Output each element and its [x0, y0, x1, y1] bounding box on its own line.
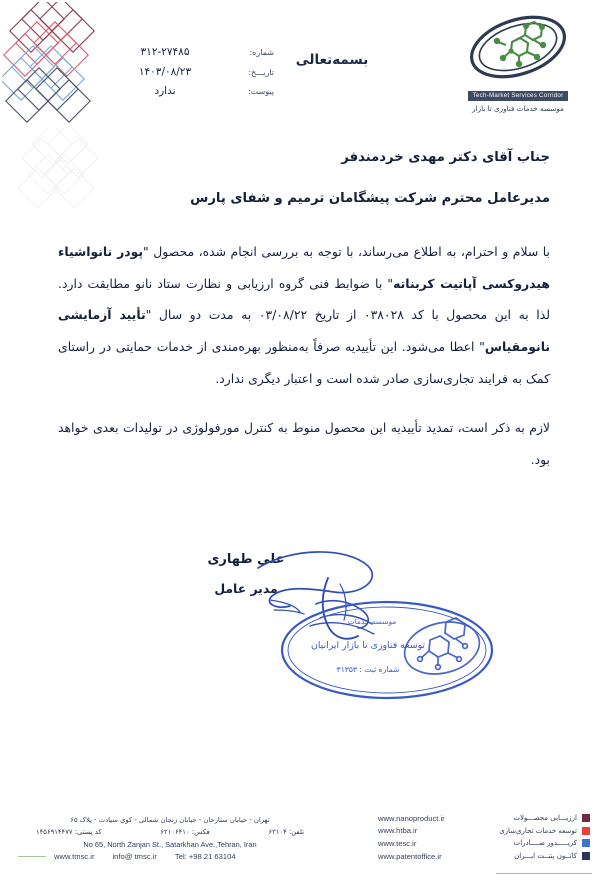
footer-fax-label: فکس:: [191, 828, 210, 837]
body-paragraph-2: لازم به ذکر است، تمدید تأییدیه این محصول منوط به کنترل مورفولوژی در تولیدات بعدی خواهد بود.: [58, 420, 550, 467]
footer-link-item[interactable]: [372, 812, 590, 825]
letterhead: [0, 0, 600, 140]
footer-link-label: ارزیـــابی محصـــولات: [513, 814, 577, 823]
paragraph1-text-1: با سلام و احترام، به اطلاع می‌رساند، با توجه به بررسی انجام شده، محصول ": [143, 244, 551, 259]
footer-link-label: توسعه خدمات تجاری‌سازی: [499, 826, 577, 835]
footer-address-english: No 65, North Zanjan St., Satarkhan Ave.,Tehran, Iran: [83, 840, 257, 850]
signer-title: مدیر عامل: [214, 581, 278, 596]
meta-row-date: [104, 66, 274, 78]
footer-website-link[interactable]: www.tmsc.ir: [54, 852, 95, 861]
paragraph1-text-3: " اعطا می‌شود. این تأییدیه صرفاً به‌منظور بهره‌مندی از خدمات حمایتی در راستای کمک به فرایند تجاری‌سازی صادر شده است و اعتبار دیگری ندارد.: [58, 338, 550, 386]
footer-tel-value: +98 21 63104: [188, 852, 236, 861]
logo-persian-caption: موسسه خدمات فناوری تا بازار: [472, 103, 564, 113]
molecule-logo-icon: [460, 12, 576, 82]
footer-email-link[interactable]: info@ tmsc.ir: [112, 852, 157, 861]
meta-value-number: ۳۱۲-۲۷۴۸۵: [140, 46, 190, 58]
meta-row-number: [104, 46, 274, 58]
footer-contact-row: [18, 852, 318, 861]
link-color-swatch-icon: [582, 814, 590, 822]
addressee-title: مدیرعامل محترم شرکت پیشگامان ترمیم و شفای پارس: [190, 191, 550, 206]
footer-address-block: [36, 814, 304, 852]
footer-phone-value: ۶۳۱۰۴: [268, 828, 287, 837]
meta-label-number: شماره:: [249, 48, 274, 57]
addressee-name: جناب آقای دکتر مهدی خردمندفر: [341, 150, 550, 165]
meta-value-attachment: ندارد: [154, 85, 176, 97]
footer-phone-label: تلفن:: [288, 828, 304, 837]
stamp-line-3: شماره ثبت : ۳۱۳۵۳: [336, 665, 400, 674]
official-stamp: [276, 596, 498, 704]
paragraph1-text-2: " با ضوابط فنی گروه ارزیابی و نظارت ستاد نانو مطابقت دارد. لذا به این محصول با کد ۰۳۸۰۲۸ از تاریخ ۰۳/۰۸/۲۲ به مدت دو سال ": [58, 275, 550, 323]
stamp-line-1: موسسه خدمات: [347, 617, 397, 626]
document-meta-fields: [104, 46, 274, 105]
footer-postal-label: کد پستی:: [74, 828, 102, 837]
footer-fax: [160, 826, 209, 838]
footer-link-url[interactable]: www.patentoffice.ir: [378, 851, 442, 861]
footer-address-persian: تهران - خیابان ستارخان - خیابان زنجان شمالی - کوی سیادت - پلاک ۶۵: [70, 816, 270, 824]
basmala-heading: بسمه‌تعالی: [295, 52, 369, 68]
footer-phone: [269, 826, 304, 838]
footer: [0, 808, 600, 880]
footer-tel-label: Tel:: [174, 852, 187, 861]
meta-value-date: ۱۴۰۳/۰۸/۲۳: [138, 65, 192, 78]
footer-link-item[interactable]: [372, 850, 590, 863]
meta-label-attachment: پیوست:: [247, 87, 274, 96]
letter-body: [58, 150, 550, 493]
product-name-emphasis: پودر نانواشیاء هیدروکسی آپاتیت کربناته: [58, 244, 550, 291]
footer-link-item[interactable]: [372, 825, 590, 838]
certification-type-emphasis: تأیید آزمایشی نانومقیاس: [58, 307, 550, 354]
stamp-line-2: توسعه فناوری تا بازار ایرانیان: [310, 640, 426, 651]
footer-link-url[interactable]: www.nanoproduct.ir: [378, 813, 445, 823]
footer-telephone: [175, 852, 236, 861]
footer-link-url[interactable]: www.htba.ir: [378, 826, 418, 836]
meta-label-date: تاریـــخ:: [248, 67, 274, 77]
footer-postal-value: ۱۴۵۶۹۱۴۴۷۷: [36, 828, 73, 837]
footer-links-list: [372, 812, 590, 862]
footer-link-label: کانــون پتنــت ایـــران: [514, 852, 577, 861]
footer-rule-right: [496, 873, 592, 874]
footer-link-item[interactable]: [372, 837, 590, 850]
footer-phone-row: [36, 826, 304, 838]
footer-rule-left: [18, 856, 46, 857]
link-color-swatch-icon: [582, 839, 590, 847]
link-color-swatch-icon: [582, 827, 590, 835]
logo-english-band: Tech-Market Services Corridor: [468, 91, 569, 101]
signature-block: [186, 552, 306, 596]
footer-link-url[interactable]: www.tesc.ir: [378, 838, 417, 848]
organization-logo: [444, 12, 592, 113]
footer-postal: [36, 826, 102, 838]
meta-row-attachment: [104, 85, 274, 97]
footer-link-label: کریـــــدور صــــادرات: [513, 839, 577, 848]
footer-fax-value: ۶۲۱۰۶۴۱۰: [160, 828, 190, 837]
link-color-swatch-icon: [582, 852, 590, 860]
signer-name: علی طهاری: [207, 552, 285, 567]
body-paragraph-1: [58, 236, 550, 394]
